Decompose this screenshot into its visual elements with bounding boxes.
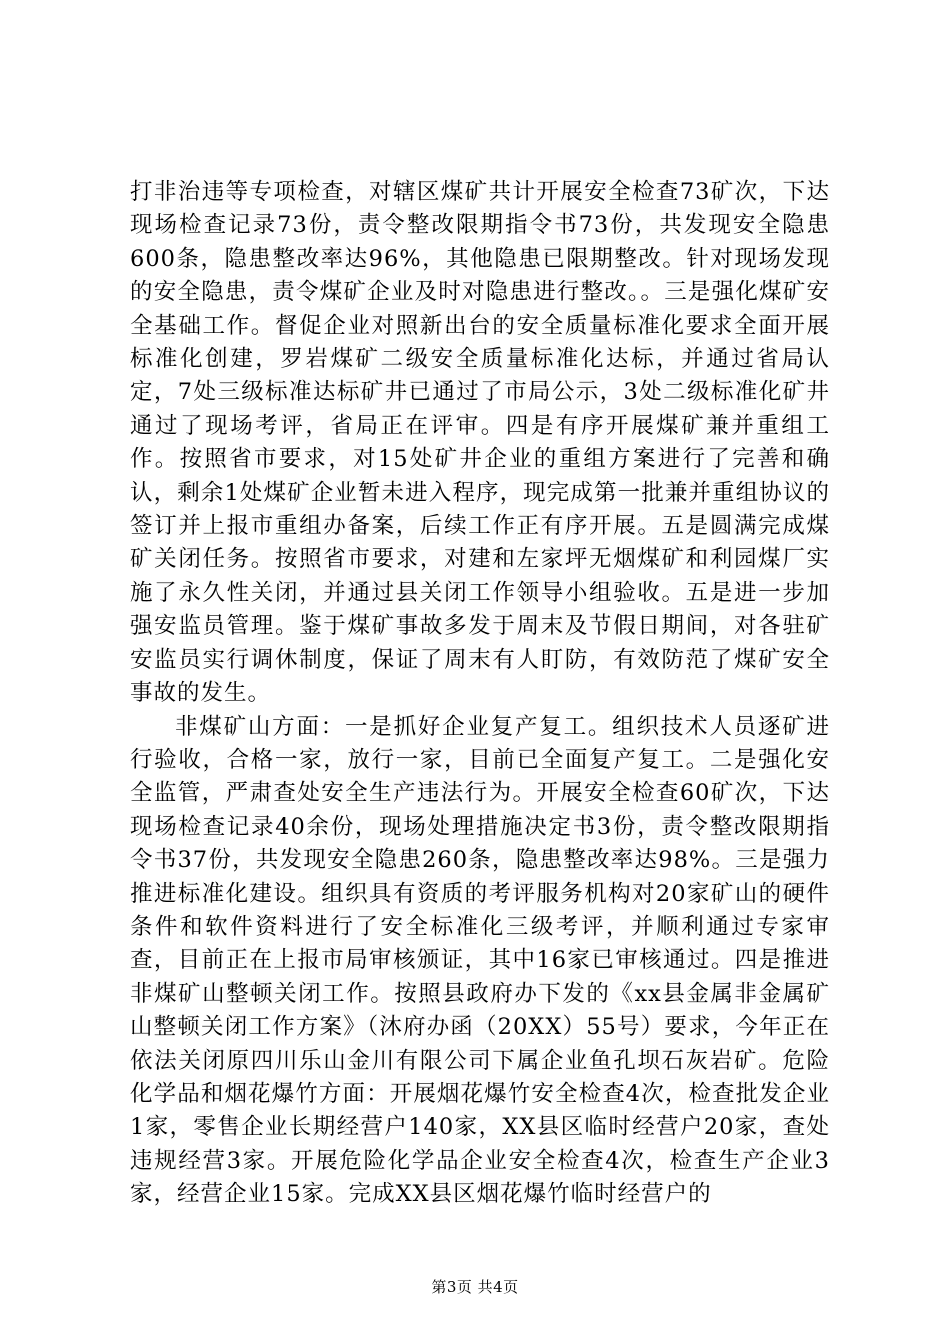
- paragraph-coal-mine: 打非治违等专项检查，对辖区煤矿共计开展安全检查73矿次，下达现场检查记录73份，责令整改限期指令书73份，共发现安全隐患600条，隐患整改率达96%，其他隐患已限期整改。针对现场发现的安全隐患，责令煤矿企业及时对隐患进行整改。。三是强化煤矿安全基础工作。督促企业对照新出台的安全质量标准化要求全面开展标准化创建，罗岩煤矿二级安全质量标准化达标，并通过省局认定，7处三级标准达标矿井已通过了市局公示，3处二级标准化矿井通过了现场考评，省局正在评审。四是有序开展煤矿兼并重组工作。按照省市要求，对15处矿井企业的重组方案进行了完善和确认，剩余1处煤矿企业暂未进入程序，现完成第一批兼并重组协议的签订并上报市重组办备案，后续工作正有序开展。五是圆满完成煤矿关闭任务。按照省市要求，对建和左家坪无烟煤矿和利园煤厂实施了永久性关闭，并通过县关闭工作领导小组验收。五是进一步加强安监员管理。鉴于煤矿事故多发于周末及节假日期间，对各驻矿安监员实行调休制度，保证了周末有人盯防，有效防范了煤矿安全事故的发生。: [130, 179, 830, 707]
- document-body: [130, 176, 830, 1212]
- paragraph-non-coal-mine: 非煤矿山方面：一是抓好企业复产复工。组织技术人员逐矿进行验收，合格一家，放行一家，目前已全面复产复工。二是强化安全监管，严肃查处安全生产违法行为。开展安全检查60矿次，下达现场检查记录40余份，现场处理措施决定书3份，责令整改限期指令书37份，共发现安全隐患260条，隐患整改率达98%。三是强力推进标准化建设。组织具有资质的考评服务机构对20家矿山的硬件条件和软件资料进行了安全标准化三级考评，并顺利通过专家审查，目前正在上报市局审核颁证，其中16家已审核通过。四是推进非煤矿山整顿关闭工作。按照县政府办下发的《xx县金属非金属矿山整顿关闭工作方案》（沐府办函（20XX）55号）要求，今年正在依法关闭原四川乐山金川有限公司下属企业鱼孔坝石灰岩矿。危险化学品和烟花爆竹方面：开展烟花爆竹安全检查4次，检查批发企业1家，零售企业长期经营户140家，XX县区临时经营户20家，查处违规经营3家。开展危险化学品企业安全检查4次，检查生产企业3家，经营企业15家。完成XX县区烟花爆竹临时经营户的: [130, 713, 830, 1208]
- page-footer: 第3页 共4页: [431, 1278, 519, 1296]
